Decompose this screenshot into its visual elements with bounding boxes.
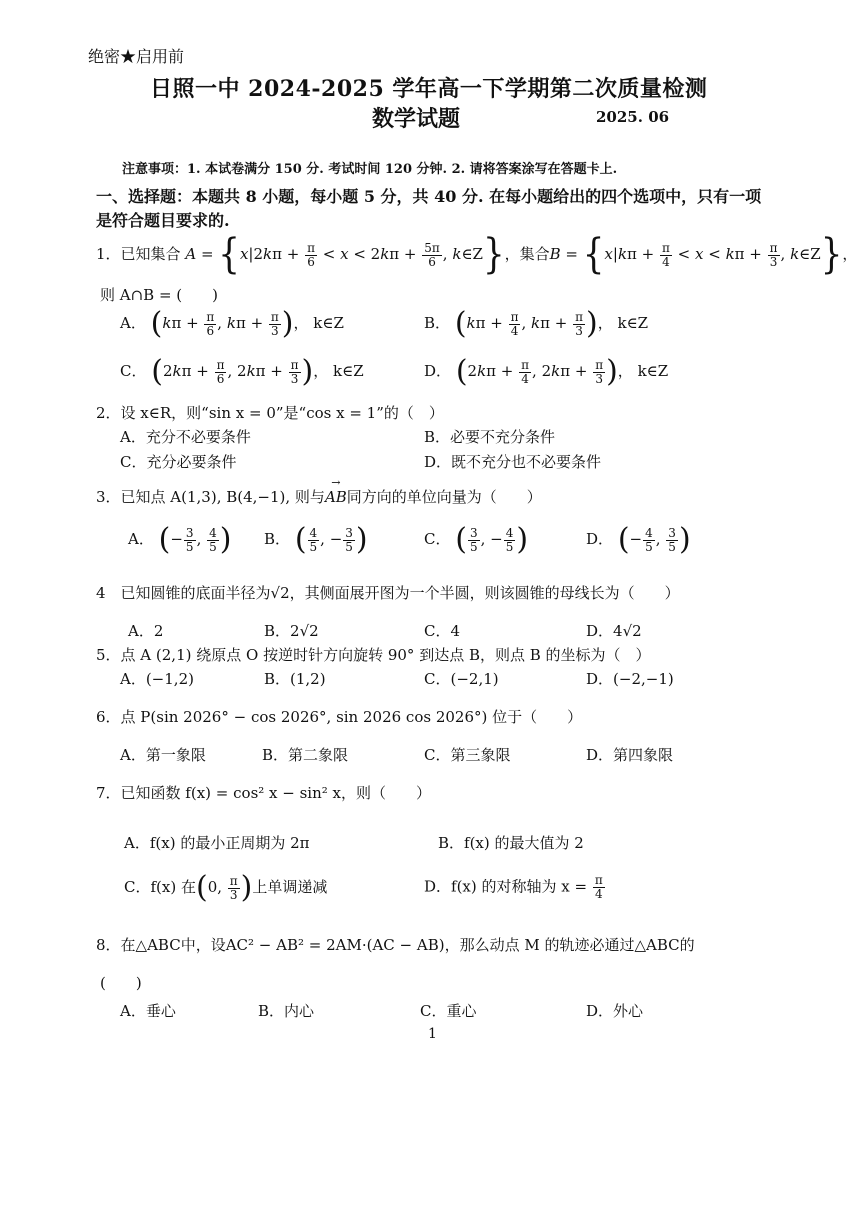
question-5-option-b: B．(1,2): [264, 670, 326, 688]
question-5-option-a: A．(−1,2): [120, 670, 194, 688]
question-4-option-c: C．4: [424, 622, 461, 640]
question-2-option-d: D．既不充分也不必要条件: [424, 453, 602, 471]
question-3-option-c: C． ( $\frac{3}{5}$ , − $\frac{4}{5}$ ): [424, 522, 529, 557]
question-1-stem: 1．已知集合 A = {x|2kπ + $\frac{\pi}{6}$ < x < 2kπ + $\frac{5\pi}{6}$ , k∈Z}，集合B = {x|kπ + $\frac{\pi}{4}$ < x < kπ + $\frac{\pi}{3}$ , k∈Z}，: [96, 231, 858, 279]
question-8-option-d: D．外心: [586, 1002, 644, 1020]
question-1-option-c: C． (2kπ + $\frac{\pi}{6}$ , 2kπ + $\frac{\pi}{3}$ )， k∈Z: [120, 354, 364, 389]
question-6-option-c: C．第三象限: [424, 746, 511, 764]
question-7-stem: 7．已知函数 f(x) = cos² x − sin² x，则（ ）: [96, 784, 432, 802]
question-4-stem: 4 已知圆锥的底面半径为√2，其侧面展开图为一个半圆，则该圆锥的母线长为（ ）: [96, 584, 680, 602]
question-1-option-a: A． (kπ + $\frac{\pi}{6}$ , kπ + $\frac{\pi}{3}$ )， k∈Z: [120, 306, 344, 341]
question-4-option-d: D．4√2: [586, 622, 642, 640]
question-6-option-b: B．第二象限: [262, 746, 349, 764]
question-8-option-c: C．重心: [420, 1002, 477, 1020]
question-2-option-b: B．必要不充分条件: [424, 428, 556, 446]
question-6-stem: 6．点 P(sin 2026° − cos 2026°, sin 2026 cos 2026°) 位于（ ）: [96, 708, 583, 726]
question-5-option-c: C．(−2,1): [424, 670, 499, 688]
question-1-option-b: B． (kπ + $\frac{\pi}{4}$ , kπ + $\frac{\pi}{3}$ )， k∈Z: [424, 306, 649, 341]
question-7-option-b: B．f(x) 的最大值为 2: [438, 834, 584, 852]
question-3-option-d: D． (− $\frac{4}{5}$ , $\frac{3}{5}$ ): [586, 522, 691, 557]
exam-date: 2025. 06: [596, 108, 670, 126]
question-7-option-a: A．f(x) 的最小正周期为 2π: [124, 834, 310, 852]
question-2-stem: 2．设 x∈R，则“sin x = 0”是“cos x = 1”的（ ）: [96, 404, 444, 422]
section-heading-line1: 一、选择题：本题共 8 小题，每小题 5 分，共 40 分. 在每小题给出的四个选项中，只有一项: [96, 187, 762, 206]
notice-text: 注意事项：1. 本试卷满分 150 分. 考试时间 120 分钟. 2. 请将答案涂写在答题卡上.: [122, 162, 618, 177]
question-5-option-d: D．(−2,−1): [586, 670, 674, 688]
question-7-option-d: D．f(x) 的对称轴为 x = $\frac{\pi}{4}$: [424, 873, 603, 901]
question-8-stem: 8．在△ABC中，设AC² − AB² = 2AM·(AC − AB)，那么动点 M 的轨迹必通过△ABC的: [96, 936, 695, 954]
confidential-mark: 绝密★启用前: [88, 47, 185, 66]
question-3-option-b: B． ( $\frac{4}{5}$ , − $\frac{3}{5}$ ): [264, 522, 368, 557]
question-4-option-b: B．2√2: [264, 622, 319, 640]
question-3-option-a: A． (− $\frac{3}{5}$ , $\frac{4}{5}$ ): [128, 522, 232, 557]
exam-subject: 数学试题: [372, 106, 461, 132]
section-heading-line2: 是符合题目要求的.: [96, 211, 230, 230]
question-2-option-a: A．充分不必要条件: [120, 428, 251, 446]
question-8-paren: ( ): [100, 974, 142, 992]
question-1-option-d: D． (2kπ + $\frac{\pi}{4}$ , 2kπ + $\frac{\pi}{3}$ )， k∈Z: [424, 354, 669, 389]
page-number: 1: [428, 1026, 437, 1042]
exam-title: 日照一中 2024-2025 学年高一下学期第二次质量检测: [150, 76, 708, 102]
question-8-option-b: B．内心: [258, 1002, 315, 1020]
question-3-stem: 3．已知点 A(1,3), B(4,−1), 则与→ AB同方向的单位向量为（ ）: [96, 486, 542, 507]
question-6-option-a: A．第一象限: [120, 746, 206, 764]
question-2-option-c: C．充分必要条件: [120, 453, 237, 471]
question-7-option-c: C．f(x) 在(0, $\frac{\pi}{3}$ )上单调递减: [124, 870, 328, 905]
question-4-option-a: A．2: [128, 622, 164, 640]
question-8-option-a: A．垂心: [120, 1002, 176, 1020]
question-5-stem: 5．点 A (2,1) 绕原点 O 按逆时针方向旋转 90° 到达点 B，则点 B 的坐标为（ ）: [96, 646, 651, 664]
question-6-option-d: D．第四象限: [586, 746, 674, 764]
question-1-line2: 则 A∩B = ( ): [100, 286, 219, 304]
